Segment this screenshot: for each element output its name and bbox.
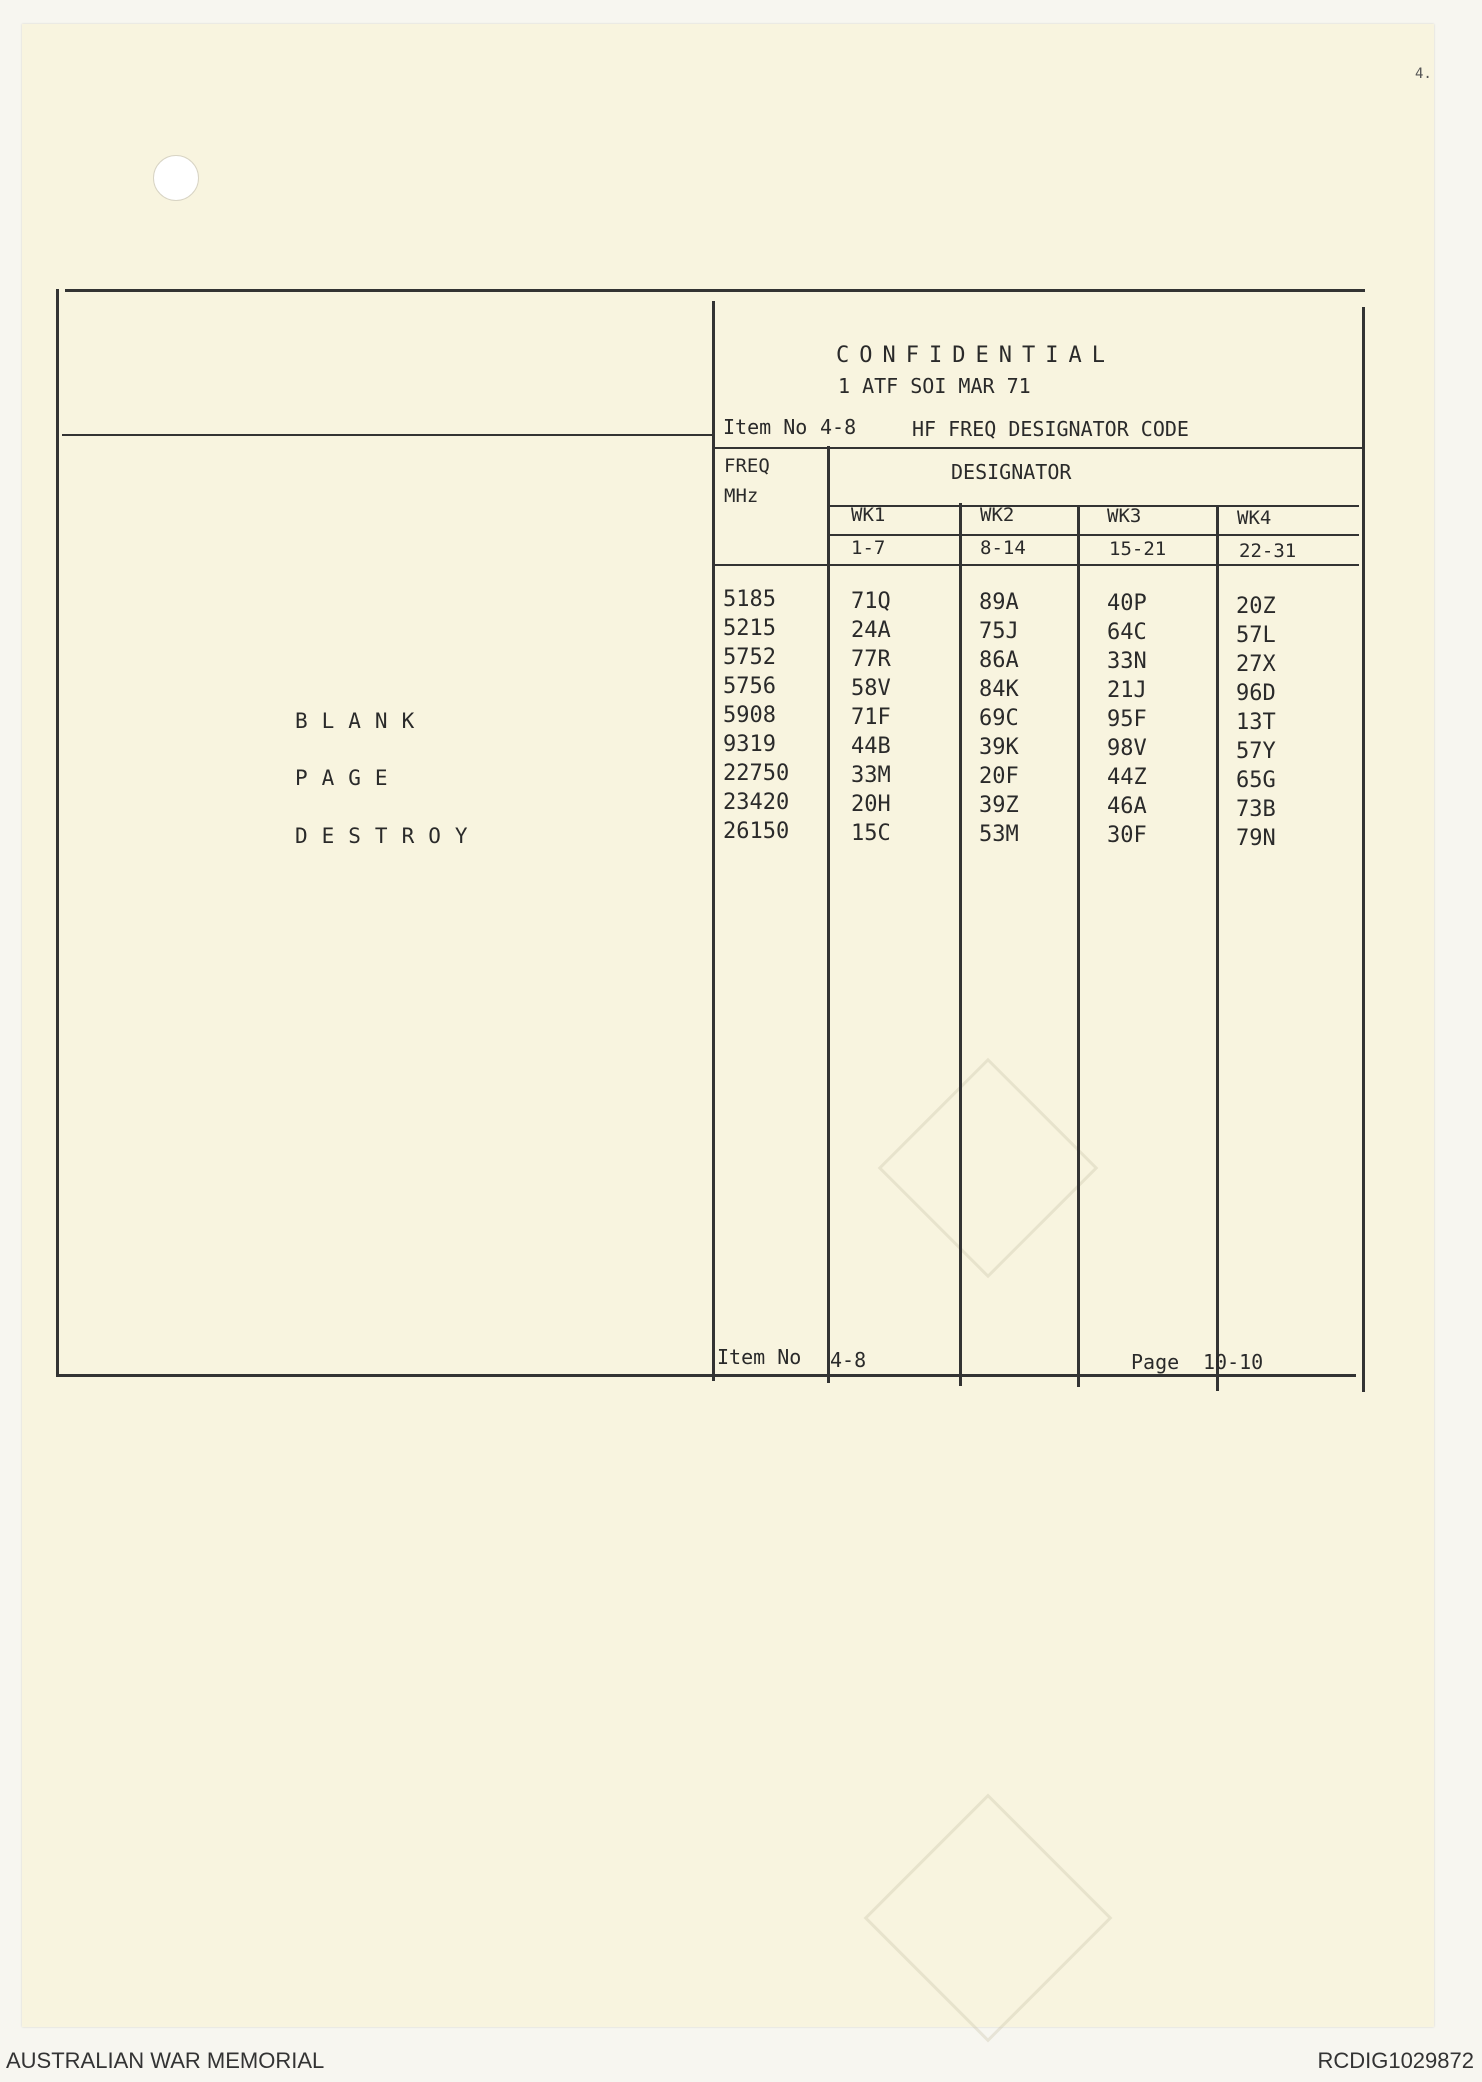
freq-cell: 23420 — [723, 790, 790, 815]
wk3-column — [1107, 589, 1147, 850]
wk2-cell: 39Z — [979, 793, 1019, 818]
frame-bottom — [56, 1374, 1356, 1377]
blank-word: BLANK — [295, 709, 429, 733]
day-range-4: 22-31 — [1239, 540, 1297, 562]
wk1-cell: 20H — [851, 792, 891, 817]
column-line-wk4 — [1216, 507, 1219, 1391]
wk4-cell: 13T — [1236, 710, 1276, 735]
freq-cell: 5215 — [723, 616, 776, 641]
week-header-1: WK1 — [851, 504, 886, 526]
wk4-cell: 79N — [1236, 826, 1276, 851]
freq-header: FREQ — [724, 455, 770, 477]
wk3-cell: 46A — [1107, 794, 1147, 819]
footer-page-label: Page — [1131, 1350, 1180, 1374]
wk1-cell: 33M — [851, 763, 891, 788]
wk4-column — [1236, 592, 1276, 853]
wk1-cell: 71Q — [851, 589, 891, 614]
wk4-cell: 57Y — [1236, 739, 1276, 764]
wk3-cell: 21J — [1107, 678, 1147, 703]
wk2-cell: 53M — [979, 822, 1019, 847]
freq-cell: 9319 — [723, 732, 776, 757]
column-line-wk3 — [1077, 505, 1080, 1387]
column-line-wk2 — [959, 503, 962, 1386]
wk2-cell: 86A — [979, 648, 1019, 673]
frame-left — [56, 289, 59, 1377]
wk1-cell: 44B — [851, 734, 891, 759]
wk3-cell: 64C — [1107, 620, 1147, 645]
wk2-cell: 39K — [979, 735, 1019, 760]
week-header-2: WK2 — [980, 504, 1015, 526]
wk1-cell: 77R — [851, 647, 891, 672]
page-word: PAGE — [295, 766, 402, 790]
header-line-weeks — [829, 534, 1359, 536]
item-number: 4-8 — [820, 415, 857, 439]
punch-hole — [153, 155, 199, 201]
wk4-cell: 96D — [1236, 681, 1276, 706]
archive-id: RCDIG1029872 — [1317, 2048, 1474, 2073]
document-sheet — [22, 24, 1434, 2027]
wk3-cell: 98V — [1107, 736, 1147, 761]
item-label: Item No — [723, 415, 808, 439]
freq-cell: 5752 — [723, 645, 776, 670]
wk2-cell: 84K — [979, 677, 1019, 702]
footer-item-label: Item No — [717, 1345, 802, 1369]
freq-cell: 5908 — [723, 703, 776, 728]
header-line-designator — [829, 505, 1359, 507]
frame-vertical-divider — [712, 301, 715, 1381]
footer-page-number: 10-10 — [1203, 1350, 1264, 1374]
wk3-cell: 40P — [1107, 591, 1147, 616]
wk3-cell: 33N — [1107, 649, 1147, 674]
freq-cell: 5185 — [723, 587, 776, 612]
archive-name: AUSTRALIAN WAR MEMORIAL — [6, 2048, 325, 2073]
freq-unit-header: MHz — [724, 485, 759, 507]
wk2-cell: 20F — [979, 764, 1019, 789]
corner-mark: 4. — [1415, 66, 1432, 82]
designator-header: DESIGNATOR — [951, 460, 1072, 484]
wk2-column — [979, 588, 1019, 849]
day-range-1: 1-7 — [851, 537, 886, 559]
wk1-cell: 15C — [851, 821, 891, 846]
week-header-4: WK4 — [1237, 507, 1272, 529]
wk4-cell: 27X — [1236, 652, 1276, 677]
freq-column — [723, 585, 789, 846]
footer-item-number: 4-8 — [830, 1348, 867, 1372]
wk2-cell: 75J — [979, 619, 1019, 644]
frame-horizontal-divider — [62, 434, 714, 436]
week-header-3: WK3 — [1107, 505, 1142, 527]
wk2-cell: 89A — [979, 590, 1019, 615]
wk4-cell: 57L — [1236, 623, 1276, 648]
table-title: HF FREQ DESIGNATOR CODE — [912, 417, 1189, 441]
wk4-cell: 65G — [1236, 768, 1276, 793]
day-range-3: 15-21 — [1109, 538, 1167, 560]
wk1-column — [851, 587, 891, 848]
column-line-wk1 — [827, 446, 830, 1383]
wk3-cell: 30F — [1107, 823, 1147, 848]
frame-top — [65, 289, 1365, 292]
freq-cell: 22750 — [723, 761, 790, 786]
freq-cell: 26150 — [723, 819, 790, 844]
wk1-cell: 71F — [851, 705, 891, 730]
header-line-freq — [714, 447, 1364, 449]
freq-cell: 5756 — [723, 674, 776, 699]
destroy-word: DESTROY — [295, 824, 482, 848]
wk2-cell: 69C — [979, 706, 1019, 731]
wk3-cell: 95F — [1107, 707, 1147, 732]
day-range-2: 8-14 — [980, 537, 1026, 559]
wk4-cell: 20Z — [1236, 594, 1276, 619]
wk3-cell: 44Z — [1107, 765, 1147, 790]
wk1-cell: 24A — [851, 618, 891, 643]
wk1-cell: 58V — [851, 676, 891, 701]
frame-right — [1362, 307, 1365, 1392]
unit-line: 1 ATF SOI MAR 71 — [838, 374, 1031, 398]
classification-heading: CONFIDENTIAL — [836, 343, 1115, 368]
wk4-cell: 73B — [1236, 797, 1276, 822]
header-line-days — [714, 564, 1359, 566]
